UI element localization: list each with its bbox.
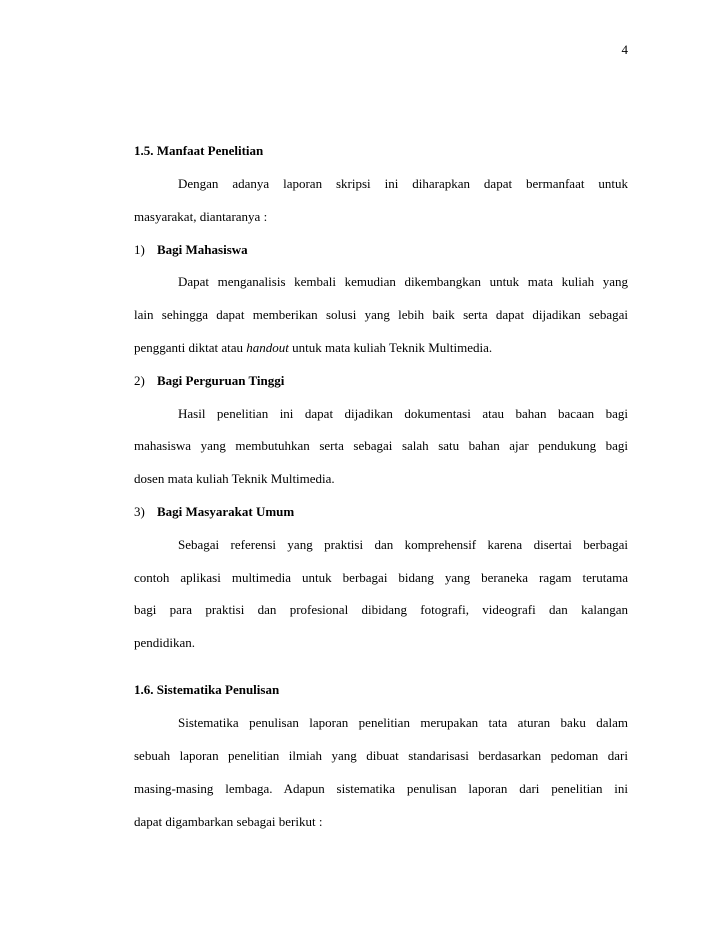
paragraph-line: mahasiswa yang membutuhkan serta sebagai salah satu bahan ajar pendukung bagi	[134, 438, 628, 453]
list-number: 3)	[134, 504, 145, 519]
paragraph-line: sebuah laporan penelitian ilmiah yang dibuat standarisasi berdasarkan pedoman dari	[134, 748, 628, 763]
section-heading-sistematika: 1.6. Sistematika Penulisan	[134, 682, 280, 697]
paragraph-line: masing-masing lembaga. Adapun sistematika penulisan laporan dari penelitian ini	[134, 781, 628, 796]
paragraph-line: bagi para praktisi dan profesional dibidang fotografi, videografi dan kalangan	[134, 602, 628, 617]
list-number: 1)	[134, 242, 145, 257]
paragraph-line: Sistematika penulisan laporan penelitian merupakan tata aturan baku dalam	[178, 715, 628, 730]
paragraph-line: Sebagai referensi yang praktisi dan komprehensif karena disertai berbagai	[178, 537, 628, 552]
paragraph-line: masyarakat, diantaranya :	[134, 209, 268, 224]
page-number: 4	[621, 42, 628, 57]
paragraph-line: Hasil penelitian ini dapat dijadikan dokumentasi atau bahan bacaan bagi	[178, 406, 628, 421]
paragraph-line: dosen mata kuliah Teknik Multimedia.	[134, 471, 335, 486]
list-item-title: Bagi Mahasiswa	[157, 242, 248, 257]
paragraph-line: lain sehingga dapat memberikan solusi yang lebih baik serta dapat dijadikan sebagai	[134, 307, 628, 322]
paragraph-line: pendidikan.	[134, 635, 196, 650]
list-number: 2)	[134, 373, 145, 388]
list-item-heading-masyarakat-umum	[134, 504, 628, 520]
paragraph-line: dapat digambarkan sebagai berikut :	[134, 814, 323, 829]
list-item-heading-perguruan-tinggi	[134, 373, 628, 389]
paragraph-line: contoh aplikasi multimedia untuk berbagai bidang yang beraneka ragam terutama	[134, 570, 628, 585]
list-item-title: Bagi Perguruan Tinggi	[157, 373, 285, 388]
paragraph-line: Dengan adanya laporan skripsi ini diharapkan dapat bermanfaat untuk	[178, 176, 628, 191]
italic-term: handout	[246, 340, 289, 355]
list-item-heading-mahasiswa	[134, 242, 628, 258]
paragraph-line: pengganti diktat atau handout untuk mata kuliah Teknik Multimedia.	[134, 340, 493, 355]
list-item-title: Bagi Masyarakat Umum	[157, 504, 295, 519]
paragraph-line: Dapat menganalisis kembali kemudian dikembangkan untuk mata kuliah yang	[178, 274, 628, 289]
section-heading-manfaat: 1.5. Manfaat Penelitian	[134, 143, 264, 158]
